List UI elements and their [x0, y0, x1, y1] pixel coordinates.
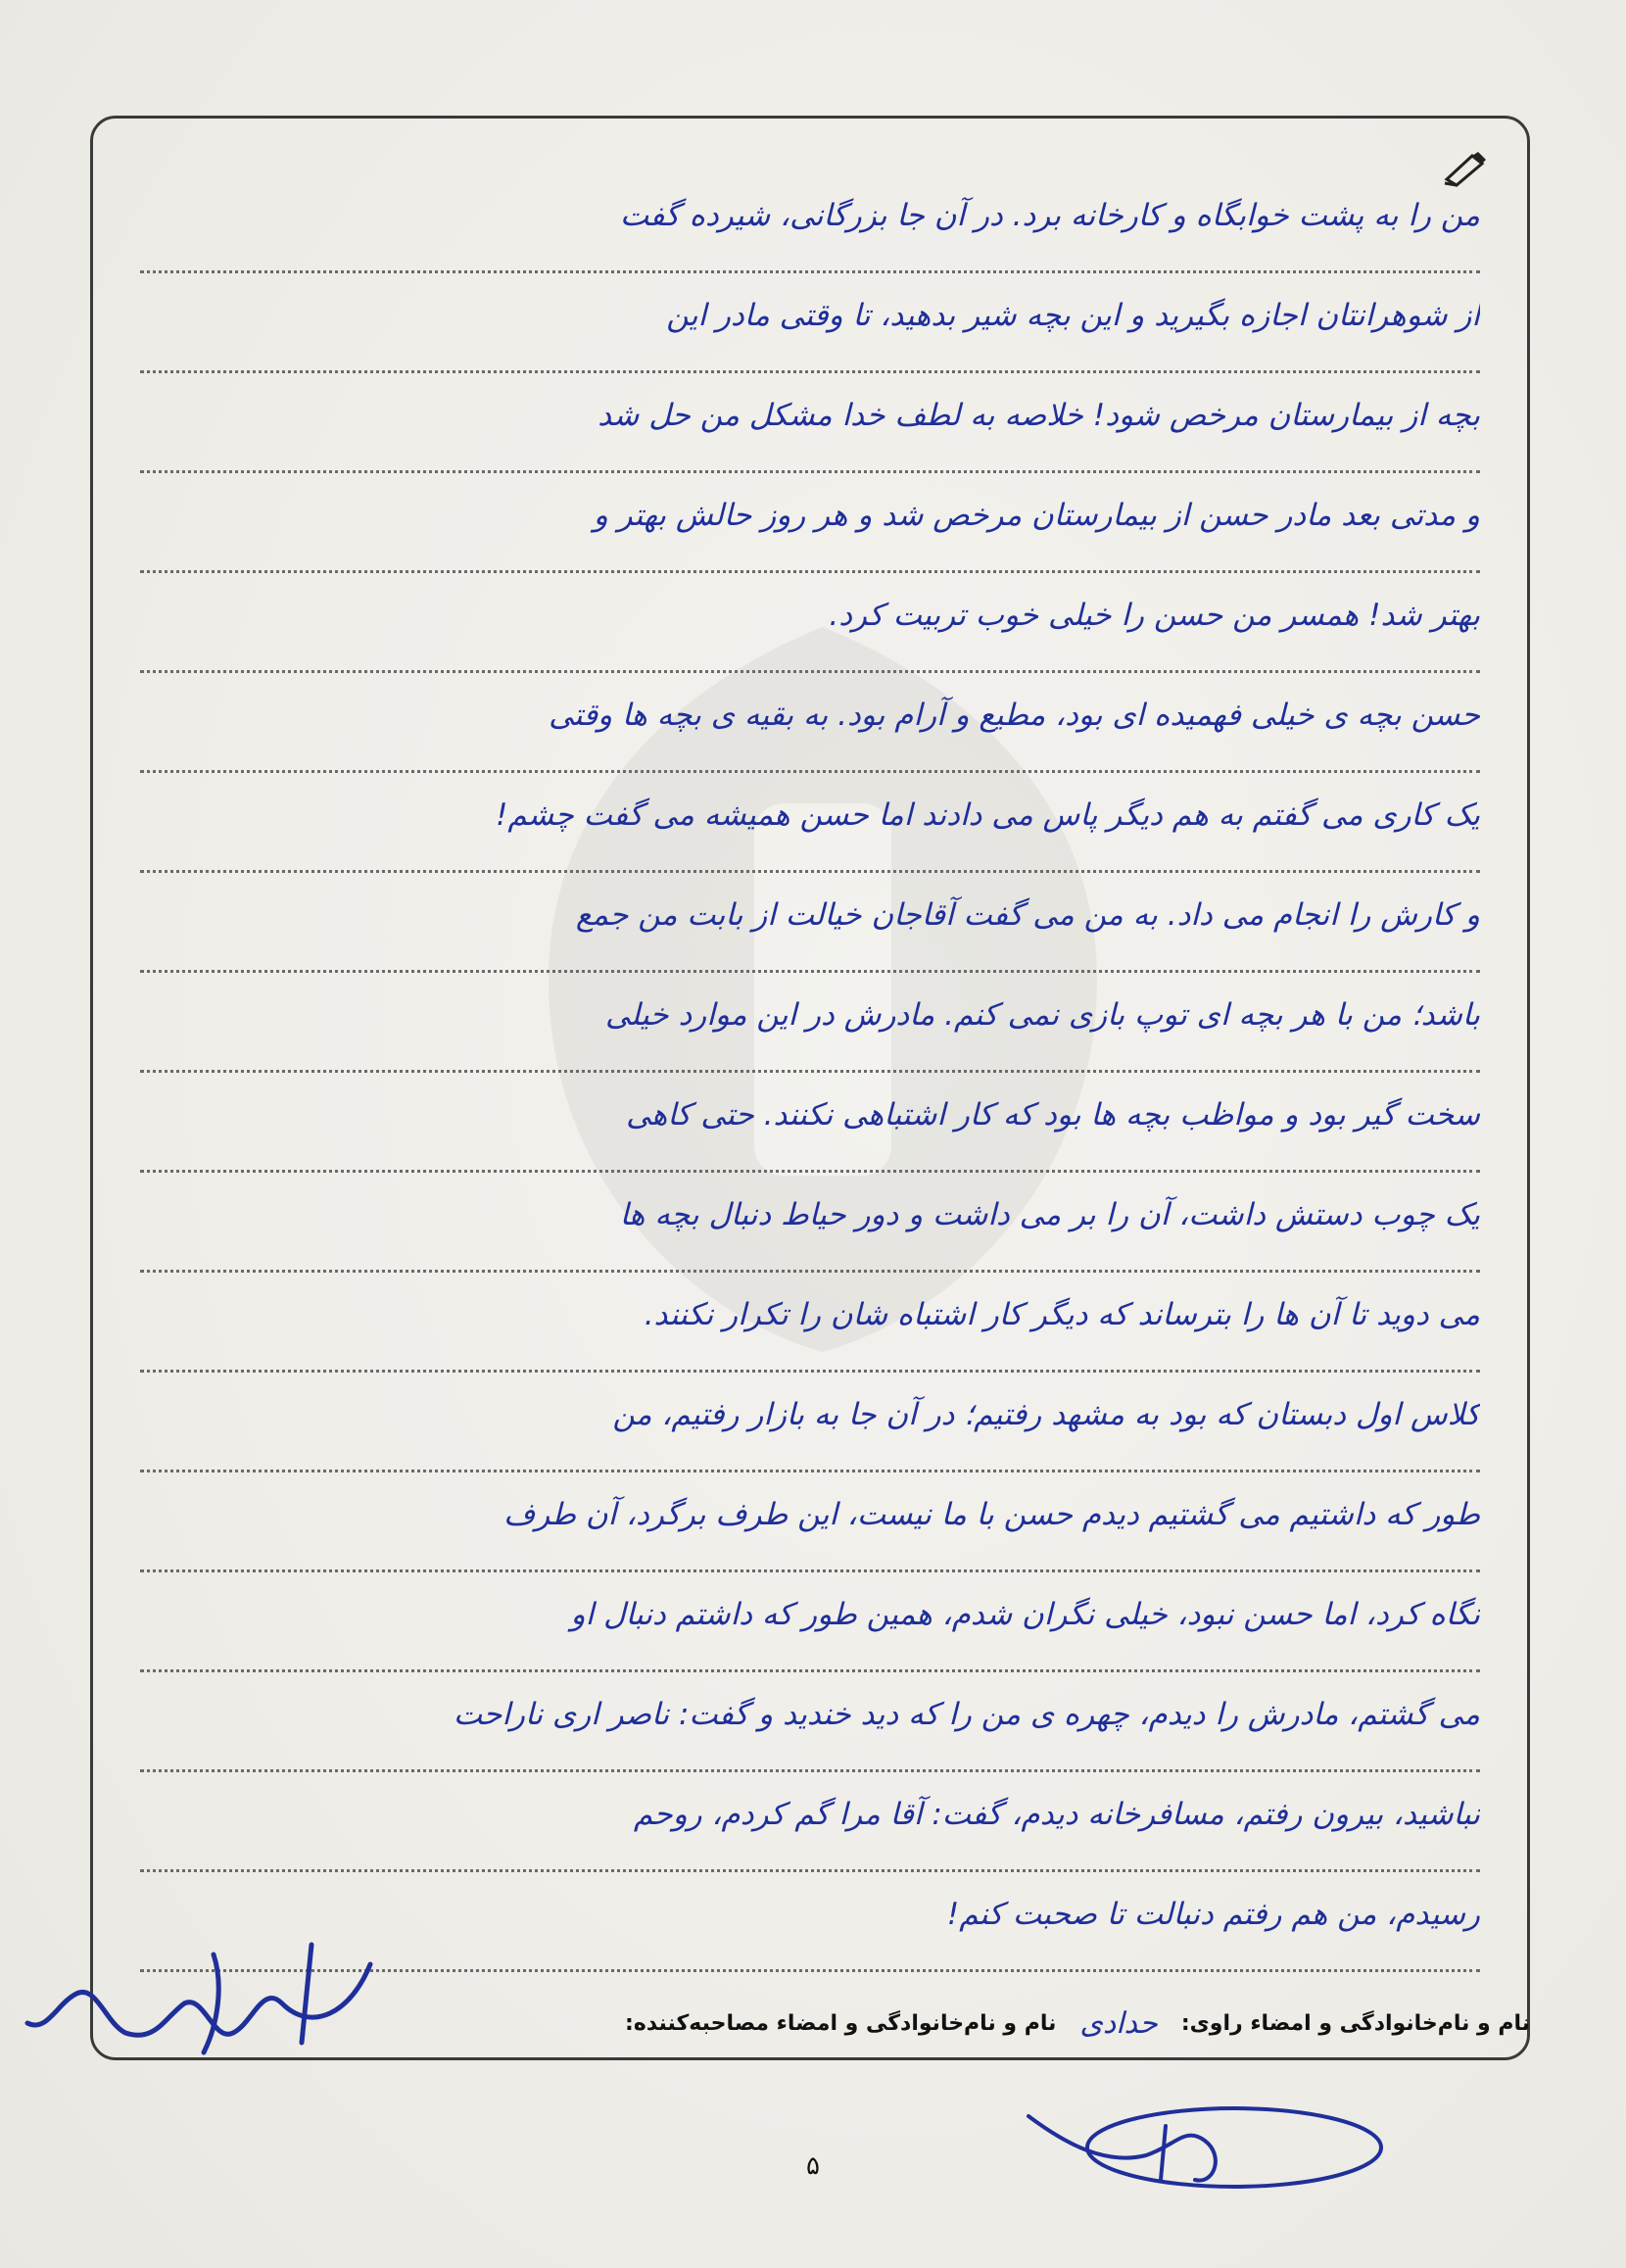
text-line: طور که داشتیم می گشتیم دیدم حسن با ما نیست، این طرف برگرد، آن طرف [140, 1457, 1480, 1572]
page-number: ۵ [806, 2151, 820, 2181]
signature-footer [90, 1999, 1530, 2048]
text-line: یک کاری می گفتم به هم دیگر پاس می دادند اما حسن همیشه می گفت چشم! [140, 757, 1480, 873]
text-line: و مدتی بعد مادر حسن از بیمارستان مرخص شد و هر روز حالش بهتر و [140, 458, 1480, 573]
interviewer-signature [989, 2087, 1401, 2204]
writing-frame [90, 116, 1530, 2060]
text-line: سخت گیر بود و مواظب بچه ها بود که کار اشتباهی نکنند. حتی کاهی [140, 1057, 1480, 1173]
text-line: حسن بچه ی خیلی فهمیده ای بود، مطیع و آرام بود. به بقیه ی بچه ها وقتی [140, 657, 1480, 773]
text-line: از شوهرانتان اجازه بگیرید و این بچه شیر بدهید، تا وقتی مادر این [140, 258, 1480, 373]
interviewer-label: نام و نام‌خانوادگی و امضاء مصاحبه‌کننده: [625, 2010, 1057, 2036]
text-line: می دوید تا آن ها را بترساند که دیگر کار اشتباه شان را تکرار نکنند. [140, 1257, 1480, 1373]
narrator-label: نام و نام‌خانوادگی و امضاء راوی: [1180, 2010, 1530, 2036]
handwritten-lines [140, 158, 1480, 2053]
text-line: و کارش را انجام می داد. به من می گفت آقاجان خیالت از بابت من جمع [140, 857, 1480, 973]
text-line: بچه از بیمارستان مرخص شود! خلاصه به لطف خدا مشکل من حل شد [140, 358, 1480, 473]
text-line: باشد؛ من با هر بچه ای توپ بازی نمی کنم. مادرش در این موارد خیلی [140, 957, 1480, 1073]
text-line: نگاه کرد، اما حسن نبود، خیلی نگران شدم، همین طور که داشتم دنبال او [140, 1557, 1480, 1672]
text-line: من را به پشت خوابگاه و کارخانه برد. در آن جا بزرگانی، شیرده گفت [140, 158, 1480, 273]
text-line: یک چوب دستش داشت، آن را بر می داشت و دور حیاط دنبال بچه ها [140, 1157, 1480, 1273]
narrator-name: حدادی [1079, 2005, 1158, 2041]
text-line: کلاس اول دبستان که بود به مشهد رفتیم؛ در آن جا به بازار رفتیم، من [140, 1357, 1480, 1472]
text-line: می گشتم، مادرش را دیدم، چهره ی من را که دید خندید و گفت: ناصر اری ناراحت [140, 1657, 1480, 1772]
text-line: بهتر شد! همسر من حسن را خیلی خوب تربیت کرد. [140, 557, 1480, 673]
text-line: نباشید، بیرون رفتم، مسافرخانه دیدم، گفت: آقا مرا گم کردم، روحم [140, 1757, 1480, 1872]
text-line: رسیدم، من هم رفتم دنبالت تا صحبت کنم! [140, 1857, 1480, 1972]
